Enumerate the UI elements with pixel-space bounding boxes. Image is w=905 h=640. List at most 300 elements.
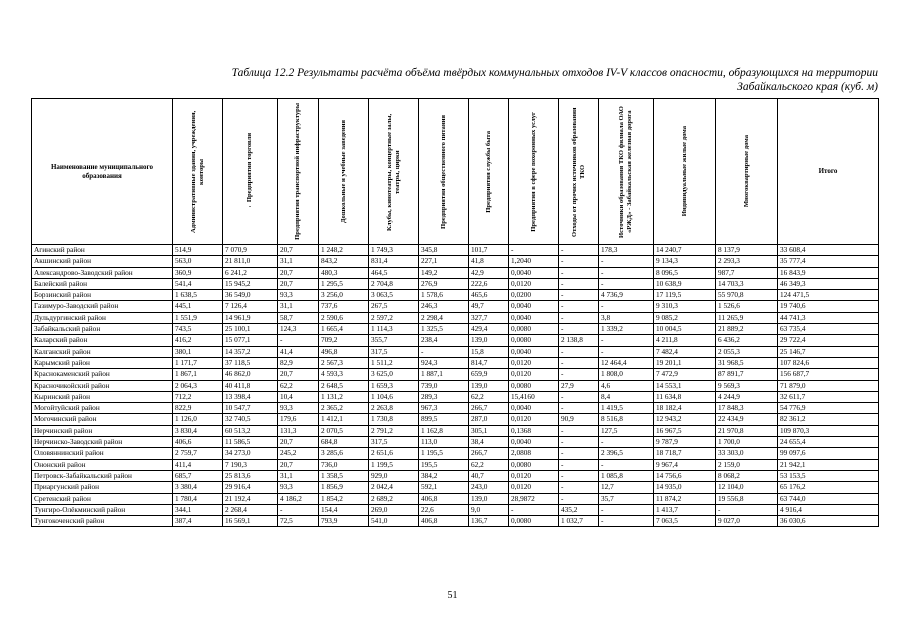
row-value-cell: 29 722,4: [778, 335, 879, 346]
row-name-cell: Тунгокоченский район: [32, 516, 173, 527]
row-name-cell: Красночикойский район: [32, 380, 173, 391]
row-value-cell: 2 791,2: [369, 425, 419, 436]
row-value-cell: 276,9: [419, 278, 469, 289]
row-value-cell: 139,0: [469, 493, 509, 504]
row-value-cell: 17 119,5: [654, 290, 716, 301]
row-value-cell: 33 608,4: [778, 245, 879, 256]
row-value-cell: 20,7: [278, 459, 319, 470]
column-header-admin: Административные здания, учреждения, конторы: [173, 99, 223, 245]
row-value-cell: 429,4: [469, 324, 509, 335]
row-value-cell: 31 968,5: [716, 357, 778, 368]
row-value-cell: 82,9: [278, 357, 319, 368]
row-value-cell: 44 741,3: [778, 312, 879, 323]
row-value-cell: 238,4: [419, 335, 469, 346]
row-value-cell: 22 434,9: [716, 414, 778, 425]
row-value-cell: 93,3: [278, 403, 319, 414]
row-value-cell: 1 199,5: [369, 459, 419, 470]
row-value-cell: -: [559, 312, 599, 323]
row-value-cell: 464,5: [369, 267, 419, 278]
row-value-cell: 1 700,0: [716, 437, 778, 448]
row-value-cell: 14 935,0: [654, 482, 716, 493]
column-header-education: Дошкольные и учебные заведения: [319, 99, 369, 245]
row-value-cell: 227,1: [419, 256, 469, 267]
row-value-cell: 21 970,8: [716, 425, 778, 436]
row-value-cell: -: [559, 493, 599, 504]
row-value-cell: -: [509, 245, 559, 256]
row-name-cell: Приаргунский район: [32, 482, 173, 493]
row-value-cell: 435,2: [559, 504, 599, 515]
row-value-cell: 29 916,4: [223, 482, 278, 493]
row-value-cell: 2 567,3: [319, 357, 369, 368]
table-row: [32, 324, 879, 335]
row-value-cell: 287,0: [469, 414, 509, 425]
row-name-cell: Карымский район: [32, 357, 173, 368]
row-value-cell: 1 412,1: [319, 414, 369, 425]
row-value-cell: 42,9: [469, 267, 509, 278]
row-value-cell: 685,7: [173, 470, 223, 481]
row-value-cell: -: [559, 290, 599, 301]
row-value-cell: 62,2: [469, 391, 509, 402]
column-header-catering: Предприятия общественного питания: [419, 99, 469, 245]
row-value-cell: -: [559, 267, 599, 278]
row-value-cell: -: [599, 278, 654, 289]
row-value-cell: 1 114,3: [369, 324, 419, 335]
column-header-total: Итого: [778, 99, 879, 245]
row-value-cell: 2 055,3: [716, 346, 778, 357]
row-name-cell: Могочинский район: [32, 414, 173, 425]
row-value-cell: 8 516,8: [599, 414, 654, 425]
row-value-cell: 445,1: [173, 301, 223, 312]
row-value-cell: 21 192,4: [223, 493, 278, 504]
row-value-cell: 416,2: [173, 335, 223, 346]
table-row: [32, 369, 879, 380]
row-value-cell: 10,4: [278, 391, 319, 402]
row-value-cell: 1 887,1: [419, 369, 469, 380]
row-value-cell: 15,4160: [509, 391, 559, 402]
row-value-cell: 20,7: [278, 267, 319, 278]
row-value-cell: 465,6: [469, 290, 509, 301]
row-value-cell: 1 511,2: [369, 357, 419, 368]
row-value-cell: 31,1: [278, 256, 319, 267]
row-value-cell: 1 659,3: [369, 380, 419, 391]
row-value-cell: -: [599, 459, 654, 470]
row-name-cell: Петровск-Забайкальский район: [32, 470, 173, 481]
row-value-cell: 63 744,0: [778, 493, 879, 504]
table-row: [32, 504, 879, 515]
row-value-cell: -: [599, 504, 654, 515]
row-value-cell: 9 027,0: [716, 516, 778, 527]
row-value-cell: 2 070,5: [319, 425, 369, 436]
row-value-cell: 1 808,0: [599, 369, 654, 380]
row-value-cell: 12 104,0: [716, 482, 778, 493]
row-value-cell: 15 077,1: [223, 335, 278, 346]
row-value-cell: 41,8: [469, 256, 509, 267]
row-value-cell: 1 358,5: [319, 470, 369, 481]
table-row: [32, 448, 879, 459]
row-value-cell: 33 303,0: [716, 448, 778, 459]
column-header-apartment-houses: Многоквартирные дома: [716, 99, 778, 245]
row-value-cell: 40 411,8: [223, 380, 278, 391]
table-row: [32, 267, 879, 278]
row-value-cell: 360,9: [173, 267, 223, 278]
row-value-cell: -: [559, 324, 599, 335]
row-value-cell: 843,2: [319, 256, 369, 267]
row-value-cell: 124 471,5: [778, 290, 879, 301]
row-name-cell: Александрово-Заводский район: [32, 267, 173, 278]
row-value-cell: 317,5: [369, 346, 419, 357]
row-value-cell: 82 361,2: [778, 414, 879, 425]
row-value-cell: -: [559, 346, 599, 357]
row-value-cell: 124,3: [278, 324, 319, 335]
row-value-cell: 9,0: [469, 504, 509, 515]
row-value-cell: -: [559, 357, 599, 368]
row-value-cell: 3,8: [599, 312, 654, 323]
row-value-cell: 54 776,9: [778, 403, 879, 414]
row-value-cell: 19 201,1: [654, 357, 716, 368]
row-value-cell: 34 273,0: [223, 448, 278, 459]
row-value-cell: 344,1: [173, 504, 223, 515]
row-value-cell: 406,8: [419, 516, 469, 527]
row-value-cell: 3 830,4: [173, 425, 223, 436]
row-value-cell: 406,8: [419, 493, 469, 504]
row-value-cell: 9 085,2: [654, 312, 716, 323]
row-value-cell: 0,0080: [509, 516, 559, 527]
row-value-cell: 14 756,6: [654, 470, 716, 481]
row-value-cell: 3 063,5: [369, 290, 419, 301]
row-value-cell: 40,7: [469, 470, 509, 481]
row-value-cell: 245,2: [278, 448, 319, 459]
table-row: [32, 425, 879, 436]
row-value-cell: 1 325,5: [419, 324, 469, 335]
row-value-cell: 3 285,6: [319, 448, 369, 459]
row-value-cell: 514,9: [173, 245, 223, 256]
row-value-cell: 355,7: [369, 335, 419, 346]
row-value-cell: 1 638,5: [173, 290, 223, 301]
row-value-cell: 411,4: [173, 459, 223, 470]
row-value-cell: 27,9: [559, 380, 599, 391]
caption-line-2: Забайкальского края (куб. м): [737, 81, 878, 93]
row-value-cell: 113,0: [419, 437, 469, 448]
row-value-cell: 2 159,0: [716, 459, 778, 470]
row-value-cell: 20,7: [278, 369, 319, 380]
row-name-cell: Могойтуйский район: [32, 403, 173, 414]
row-value-cell: -: [559, 301, 599, 312]
row-value-cell: 1 248,2: [319, 245, 369, 256]
row-value-cell: -: [559, 278, 599, 289]
row-value-cell: 37 118,5: [223, 357, 278, 368]
row-value-cell: 1 032,7: [559, 516, 599, 527]
row-name-cell: Нерчинско-Заводский район: [32, 437, 173, 448]
row-value-cell: 1 171,7: [173, 357, 223, 368]
column-header-name: Наименование муниципального образования: [32, 99, 173, 245]
row-value-cell: 14 240,7: [654, 245, 716, 256]
row-value-cell: 2 651,6: [369, 448, 419, 459]
row-value-cell: 831,4: [369, 256, 419, 267]
row-value-cell: -: [419, 346, 469, 357]
row-value-cell: 107 824,6: [778, 357, 879, 368]
row-value-cell: 139,0: [469, 380, 509, 391]
row-value-cell: 19 740,6: [778, 301, 879, 312]
row-value-cell: 7 063,5: [654, 516, 716, 527]
row-value-cell: 55 970,8: [716, 290, 778, 301]
table-row: [32, 312, 879, 323]
row-value-cell: 305,1: [469, 425, 509, 436]
row-value-cell: 684,8: [319, 437, 369, 448]
row-value-cell: 793,9: [319, 516, 369, 527]
column-header-private-houses: Индивидуальные жилые дома: [654, 99, 716, 245]
table-row: [32, 346, 879, 357]
row-value-cell: 2 704,8: [369, 278, 419, 289]
row-value-cell: 1 526,6: [716, 301, 778, 312]
row-value-cell: 10 547,7: [223, 403, 278, 414]
table-row: [32, 290, 879, 301]
row-name-cell: Каларский район: [32, 335, 173, 346]
row-value-cell: 0,0040: [509, 346, 559, 357]
row-value-cell: 62,2: [469, 459, 509, 470]
row-value-cell: 154,4: [319, 504, 369, 515]
row-value-cell: 1,2040: [509, 256, 559, 267]
column-header-railway: Источники образования ТКО филиала ОАО «РЖД» - Забайкальская железная дорога: [599, 99, 654, 245]
row-value-cell: 1 665,4: [319, 324, 369, 335]
row-value-cell: 2 590,6: [319, 312, 369, 323]
row-value-cell: 736,0: [319, 459, 369, 470]
row-value-cell: 8,4: [599, 391, 654, 402]
row-value-cell: 987,7: [716, 267, 778, 278]
column-header-services: Предприятия службы быта: [469, 99, 509, 245]
row-value-cell: -: [559, 459, 599, 470]
table-body: [32, 245, 879, 527]
row-value-cell: 17 848,3: [716, 403, 778, 414]
row-value-cell: 380,1: [173, 346, 223, 357]
table-row: [32, 278, 879, 289]
row-value-cell: 0,0120: [509, 357, 559, 368]
row-value-cell: 21 811,0: [223, 256, 278, 267]
waste-volume-table: [31, 98, 879, 527]
row-value-cell: 3 625,0: [369, 369, 419, 380]
row-value-cell: 101,7: [469, 245, 509, 256]
row-value-cell: 246,3: [419, 301, 469, 312]
row-value-cell: 384,2: [419, 470, 469, 481]
row-value-cell: 739,0: [419, 380, 469, 391]
row-value-cell: 222,6: [469, 278, 509, 289]
row-value-cell: 0,1368: [509, 425, 559, 436]
row-value-cell: 46 349,3: [778, 278, 879, 289]
row-value-cell: 814,7: [469, 357, 509, 368]
row-name-cell: Оловяннинский район: [32, 448, 173, 459]
row-name-cell: Нерчинский район: [32, 425, 173, 436]
row-value-cell: 2 293,3: [716, 256, 778, 267]
row-value-cell: 267,5: [369, 301, 419, 312]
row-name-cell: Краснокаменский район: [32, 369, 173, 380]
row-value-cell: 1 195,5: [419, 448, 469, 459]
row-value-cell: 929,0: [369, 470, 419, 481]
row-value-cell: 0,0080: [509, 459, 559, 470]
table-row: [32, 256, 879, 267]
table-row: [32, 459, 879, 470]
column-header-trade: Предприятия торговли -: [223, 99, 278, 245]
row-value-cell: -: [599, 437, 654, 448]
row-value-cell: 0,0040: [509, 437, 559, 448]
row-value-cell: 0,0200: [509, 290, 559, 301]
table-row: [32, 380, 879, 391]
row-value-cell: 179,6: [278, 414, 319, 425]
row-name-cell: Кыринский район: [32, 391, 173, 402]
row-value-cell: 2 648,5: [319, 380, 369, 391]
row-value-cell: -: [599, 267, 654, 278]
row-value-cell: 63 735,4: [778, 324, 879, 335]
table-caption: [20, 66, 878, 94]
row-value-cell: 1 104,6: [369, 391, 419, 402]
row-name-cell: Сретенский район: [32, 493, 173, 504]
row-value-cell: 1 780,4: [173, 493, 223, 504]
table-row: [32, 482, 879, 493]
row-name-cell: Акшинский район: [32, 256, 173, 267]
row-value-cell: 87 891,7: [716, 369, 778, 380]
row-value-cell: 46 862,0: [223, 369, 278, 380]
row-value-cell: 1 867,1: [173, 369, 223, 380]
row-value-cell: 0,0080: [509, 324, 559, 335]
row-value-cell: 0,0080: [509, 335, 559, 346]
row-value-cell: 71 879,0: [778, 380, 879, 391]
row-value-cell: 36 549,0: [223, 290, 278, 301]
row-value-cell: 4 244,9: [716, 391, 778, 402]
row-value-cell: -: [559, 391, 599, 402]
row-value-cell: 4,6: [599, 380, 654, 391]
row-value-cell: 712,2: [173, 391, 223, 402]
row-value-cell: 3 380,4: [173, 482, 223, 493]
row-value-cell: 127,5: [599, 425, 654, 436]
row-value-cell: 14 961,9: [223, 312, 278, 323]
table-row: [32, 245, 879, 256]
row-value-cell: 9 569,3: [716, 380, 778, 391]
row-value-cell: -: [559, 245, 599, 256]
row-value-cell: -: [559, 470, 599, 481]
row-value-cell: -: [599, 256, 654, 267]
row-value-cell: 14 357,2: [223, 346, 278, 357]
row-value-cell: 4 211,8: [654, 335, 716, 346]
row-value-cell: 266,7: [469, 403, 509, 414]
row-value-cell: 49,7: [469, 301, 509, 312]
row-value-cell: 1 551,9: [173, 312, 223, 323]
row-value-cell: 38,4: [469, 437, 509, 448]
row-value-cell: 25 146,7: [778, 346, 879, 357]
row-value-cell: 15 945,2: [223, 278, 278, 289]
row-value-cell: 131,3: [278, 425, 319, 436]
row-value-cell: 345,8: [419, 245, 469, 256]
row-value-cell: 90,9: [559, 414, 599, 425]
row-value-cell: 266,7: [469, 448, 509, 459]
row-value-cell: 709,2: [319, 335, 369, 346]
row-value-cell: 0,0040: [509, 312, 559, 323]
row-value-cell: -: [559, 448, 599, 459]
row-value-cell: 2 064,3: [173, 380, 223, 391]
row-value-cell: 0,0120: [509, 470, 559, 481]
row-value-cell: 1 085,8: [599, 470, 654, 481]
row-value-cell: 1 126,0: [173, 414, 223, 425]
row-value-cell: 31,1: [278, 470, 319, 481]
column-header-transport: Предприятия транспортной инфраструктуры: [278, 99, 319, 245]
row-value-cell: 60 513,2: [223, 425, 278, 436]
row-value-cell: 4 916,4: [778, 504, 879, 515]
row-value-cell: 9 134,3: [654, 256, 716, 267]
row-value-cell: 16 569,1: [223, 516, 278, 527]
row-value-cell: 0,0120: [509, 369, 559, 380]
row-value-cell: 8 068,2: [716, 470, 778, 481]
row-value-cell: 109 870,3: [778, 425, 879, 436]
row-value-cell: 7 126,4: [223, 301, 278, 312]
row-value-cell: 93,3: [278, 290, 319, 301]
row-value-cell: 136,7: [469, 516, 509, 527]
row-value-cell: 2 597,2: [369, 312, 419, 323]
row-value-cell: 28,9872: [509, 493, 559, 504]
row-value-cell: -: [559, 256, 599, 267]
row-value-cell: 0,0080: [509, 380, 559, 391]
table-row: [32, 516, 879, 527]
row-value-cell: 18 182,4: [654, 403, 716, 414]
table-row: [32, 437, 879, 448]
row-value-cell: 0,0120: [509, 414, 559, 425]
row-value-cell: 12 943,2: [654, 414, 716, 425]
row-value-cell: 139,0: [469, 335, 509, 346]
row-value-cell: -: [599, 516, 654, 527]
row-value-cell: 156 687,7: [778, 369, 879, 380]
row-value-cell: -: [599, 301, 654, 312]
row-name-cell: Агинский район: [32, 245, 173, 256]
row-value-cell: 11 586,5: [223, 437, 278, 448]
row-name-cell: Газимуро-Заводский район: [32, 301, 173, 312]
row-value-cell: -: [559, 403, 599, 414]
row-value-cell: 58,7: [278, 312, 319, 323]
row-name-cell: Калганский район: [32, 346, 173, 357]
row-value-cell: 22,6: [419, 504, 469, 515]
row-value-cell: 20,7: [278, 278, 319, 289]
row-value-cell: 10 004,5: [654, 324, 716, 335]
row-value-cell: 10 638,9: [654, 278, 716, 289]
column-header-funeral: Предприятия в сфере похоронных услуг: [509, 99, 559, 245]
row-value-cell: -: [559, 482, 599, 493]
row-value-cell: 41,4: [278, 346, 319, 357]
row-name-cell: Тунгиро-Олёкминский район: [32, 504, 173, 515]
table-row: [32, 403, 879, 414]
row-value-cell: 35,7: [599, 493, 654, 504]
row-value-cell: 35 777,4: [778, 256, 879, 267]
row-value-cell: 21 889,2: [716, 324, 778, 335]
row-value-cell: 32 740,5: [223, 414, 278, 425]
row-value-cell: 19 556,8: [716, 493, 778, 504]
row-value-cell: 14 553,1: [654, 380, 716, 391]
row-value-cell: -: [559, 437, 599, 448]
row-value-cell: 32 611,7: [778, 391, 879, 402]
row-value-cell: 65 176,2: [778, 482, 879, 493]
row-value-cell: 1 854,2: [319, 493, 369, 504]
row-value-cell: 563,0: [173, 256, 223, 267]
row-value-cell: 0,0040: [509, 301, 559, 312]
row-value-cell: 7 070,9: [223, 245, 278, 256]
row-value-cell: 289,3: [419, 391, 469, 402]
row-value-cell: 8 096,5: [654, 267, 716, 278]
row-value-cell: 9 310,3: [654, 301, 716, 312]
row-value-cell: 0,0120: [509, 482, 559, 493]
row-value-cell: 659,9: [469, 369, 509, 380]
row-value-cell: 2 298,4: [419, 312, 469, 323]
row-value-cell: 7 482,4: [654, 346, 716, 357]
row-value-cell: 496,8: [319, 346, 369, 357]
row-name-cell: Забайкальский район: [32, 324, 173, 335]
row-value-cell: 25 100,1: [223, 324, 278, 335]
row-value-cell: 2,0808: [509, 448, 559, 459]
row-value-cell: 9 787,9: [654, 437, 716, 448]
row-name-cell: Дульдургинский район: [32, 312, 173, 323]
